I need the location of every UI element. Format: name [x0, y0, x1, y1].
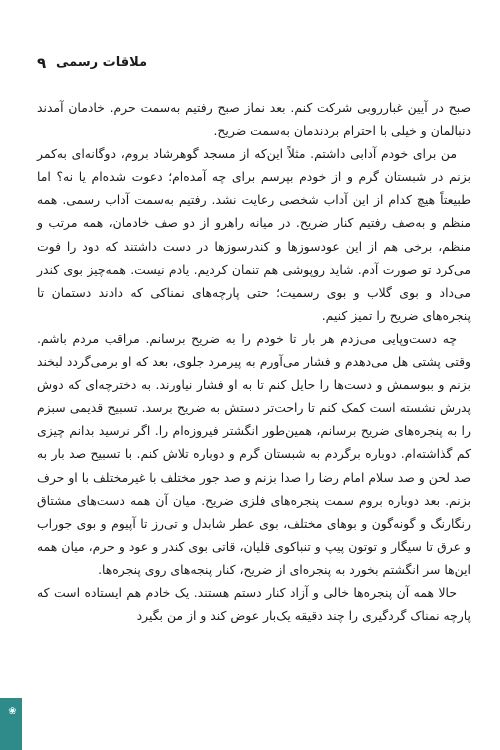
page-number: ۹ [37, 54, 47, 72]
paragraph-3: چه دست‌وپایی می‌زدم هر بار تا خودم را به ضریح برسانم. مراقب مردم باشم. وقتی پشتی هل می‌دهدم و فشار می‌آورم به پیرمرد جلوی، بعد که او برمی‌گردد لبخند بزنم و ببوسمش و دست‌ها را حایل کنم تا به او فشار نیاورند. به دخترچه‌ای که دوش پدرش نشسته است کمک کنم تا راحت‌تر دستش به ضریح برسد. تسبیح قدیمی سبزم را به پنجره‌های ضریح برسانم، همین‌طور انگشتر فیروزه‌ام را. اگر نرسید بدانم چیزی کم گذاشته‌ام. دوباره برگردم به شبستان گرم و دوباره تلاش کنم. با تسبیح صد بار به صد لحن و صد سلام امام رضا را صدا بزنم و صد جور مختلف با غیرمختلف با او حرف بزنم. بعد دوباره بروم سمت پنجره‌های فلزی ضریح. میان آن همه دست‌های مشتاق رنگارنگ و گونه‌گون و بوهای مختلف، بوی عطر شابدل و تی‌رز تا آپیوم و بوی جوراب و عرق تا سیگار و توتون پیپ و تنباکوی قلیان، قاتی بوی کندر و عود و حرم، میان همه این‌ها سر انگشتم بخورد به پنجره‌ای از ضریح، کنار پنجه‌های روی پنجره‌ها. [37, 330, 471, 577]
publisher-logo-icon [0, 698, 22, 750]
page-header [0, 54, 500, 74]
paragraph-2: من برای خودم آدابی داشتم. مثلاً این‌که از مسجد گوهرشاد بروم، دوگانه‌ای به‌کمر بزنم در شبستان گرم و از خودم بپرسم برای چه آمده‌ام؛ دعوت شده‌ام یا نه؟ اما طبیعتاً هیچ کدام از این آداب شخصی رعایت نشد. رفتیم به‌سمت آداب رسمی. همه منظم و به‌صف رفتیم کنار ضریح. در میانه راهرو از دو صف خادمان، همه مرتب و منظم، برخی هم از این عودسوزها و کندرسوزها در دست داشتند که دود را فوت می‌کرد تو صورت آدم. شاید روپوشی هم تنمان کردیم. یادم نیست. همه‌چیز بوی کندر می‌داد و بوی گلاب و بوی رسمیت؛ حتی پارچه‌های نمناکی که دادند دستمان تا پنجره‌های ضریح را تمیز کنیم. [37, 146, 471, 323]
publisher-logo-mark: ❀ [7, 706, 18, 717]
paragraph-1: صبح در آیین غبارروبی شرکت کنم. بعد نماز صبح رفتیم به‌سمت حرم. خادمان آمدند دنبالمان و خیلی با احترام بردندمان به‌سمت ضریح. [37, 100, 471, 139]
body-text [37, 96, 471, 627]
running-title: ملاقات رسمی [56, 55, 148, 70]
paragraph-4: حالا همه آن پنجره‌ها خالی و آزاد کنار دستم هستند. یک خادم هم ایستاده است که پارچه نمناک گردگیری را چند دقیقه یک‌بار عوض کند و از من بگیرد [37, 584, 471, 624]
